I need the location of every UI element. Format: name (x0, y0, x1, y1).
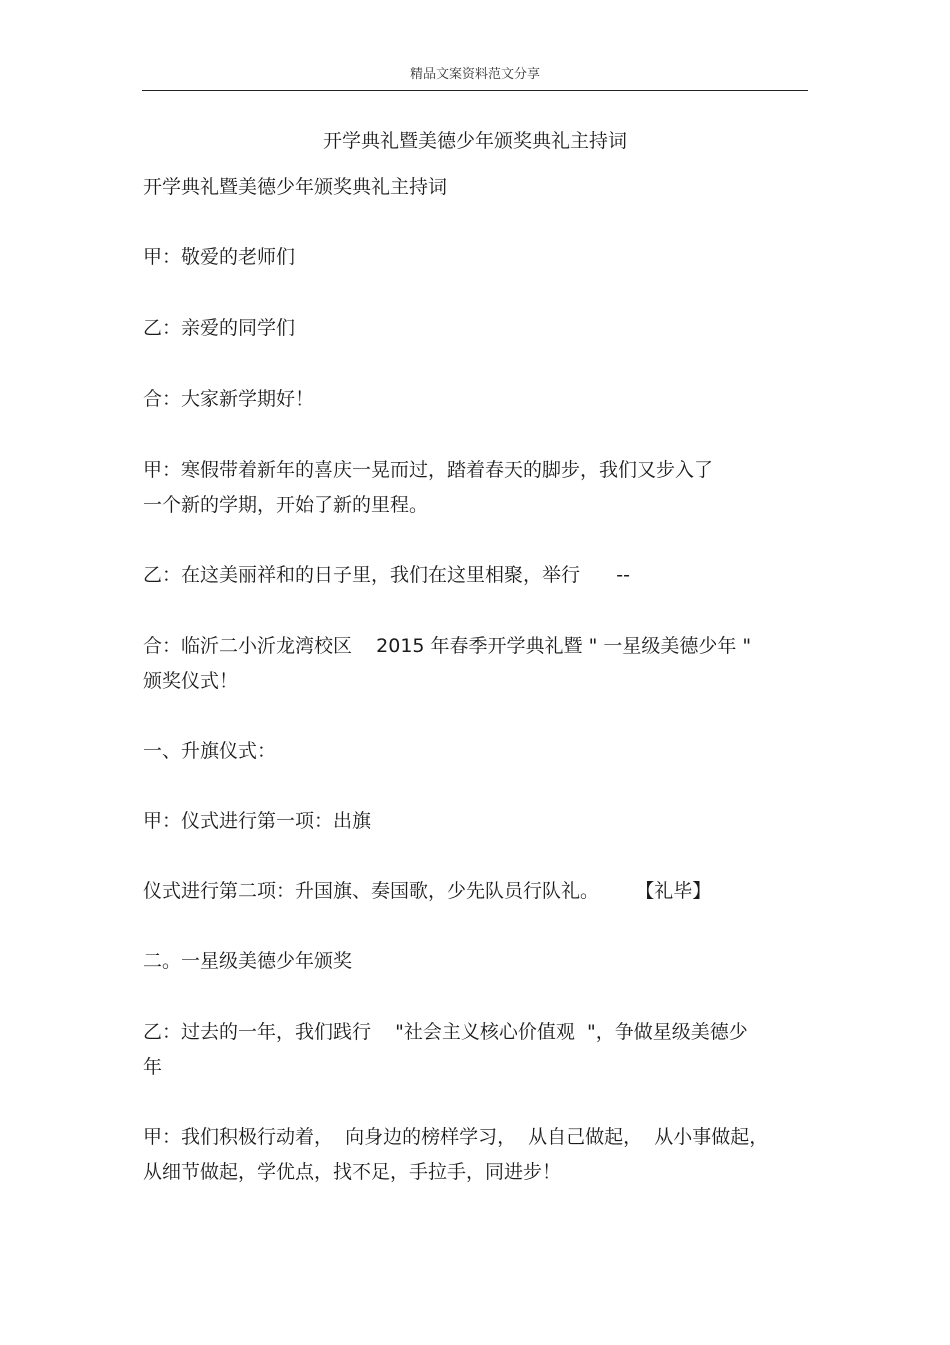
header-text: 精品文案资料范文分享 (409, 67, 540, 82)
document-title: 开学典礼暨美德少年颁奖典礼主持词 (322, 130, 627, 152)
body-line: 甲：仪式进行第一项：出旗 (143, 810, 372, 832)
body-line: 乙：亲爱的同学们 (143, 317, 296, 339)
body-line: 一个新的学期，开始了新的里程。 (143, 494, 429, 516)
body-line: 乙：在这美丽祥和的日子里，我们在这里相聚，举行 -- (143, 564, 630, 586)
body-line: 乙：过去的一年，我们践行 "社会主义核心价值观 "，争做星级美德少 (143, 1021, 748, 1043)
body-line: 合：大家新学期好！ (143, 388, 315, 410)
body-line: 年 (143, 1056, 163, 1078)
section-heading: 二。一星级美德少年颁奖 (143, 950, 353, 972)
body-line: 甲：寒假带着新年的喜庆一晃而过，踏着春天的脚步，我们又步入了 (143, 459, 714, 481)
body-line: 甲：敬爱的老师们 (143, 246, 296, 268)
body-line: 合：临沂二小沂龙湾校区 2015 年春季开学典礼暨 " 一星级美德少年 " (143, 635, 752, 657)
body-line: 甲：我们积极行动着， 向身边的榜样学习， 从自己做起， 从小事做起， (143, 1126, 769, 1148)
body-line: 颁奖仪式！ (143, 670, 239, 692)
body-line: 开学典礼暨美德少年颁奖典礼主持词 (143, 176, 448, 198)
body-line: 仪式进行第二项：升国旗、奏国歌，少先队员行队礼。 【礼毕】 (143, 880, 712, 902)
body-line: 从细节做起，学优点，找不足，手拉手，同进步！ (143, 1161, 562, 1183)
section-heading: 一、升旗仪式： (143, 740, 277, 762)
header-divider (142, 90, 808, 91)
